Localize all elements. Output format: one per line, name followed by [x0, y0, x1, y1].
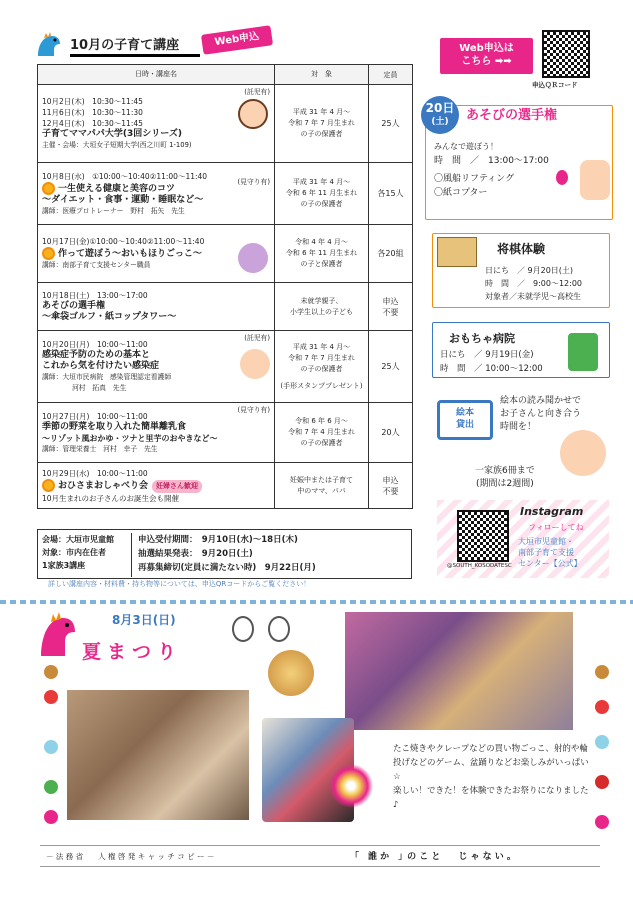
- crepe-illustration: [268, 650, 314, 696]
- yoyo-icon: [44, 780, 58, 794]
- instagram-org: 大垣市児童館・ 南部子育て支援 センター【公式】: [518, 537, 582, 568]
- row-sub: 講師：南部子育て支援センター職員: [42, 261, 151, 269]
- event-item: 〇風船リフティング: [434, 174, 515, 184]
- row-title: あそびの選手権: [42, 301, 106, 311]
- event-item: 〇紙コプター: [434, 188, 488, 198]
- robot-icon: [568, 333, 598, 371]
- row-target: 平成 31 年 4 月〜: [292, 108, 351, 116]
- book-text: 絵本の読み聞かせで お子さんと向き合う 時間を！: [500, 396, 582, 432]
- row-date: 11月6日(木) 10:30〜11:30: [42, 108, 143, 117]
- web-apply-badge: Web申込: [201, 25, 273, 55]
- details-note: 詳しい講座内容・材料費・持ち物等については、申込QRコードからご覧ください！: [48, 580, 311, 588]
- qr-label: 申込ＱＲコード: [532, 81, 578, 89]
- lottery-date: 抽選結果発表： 9月20日(土): [138, 549, 253, 559]
- row-target: 平成 31 年 4 月〜: [292, 342, 351, 351]
- takoyaki-icon: [595, 665, 609, 679]
- book-limit: 一家族6冊まで (期間は2週間): [475, 466, 535, 489]
- row-target: 未就学親子、: [300, 296, 343, 305]
- row-target-note: (手形スタンププレゼント): [280, 381, 363, 390]
- table-row: [38, 283, 413, 331]
- shogi-board-icon: [437, 237, 477, 267]
- row-target: 令和 7 年 7 月生まれ: [288, 119, 355, 127]
- row-title: 感染症予防のための基本と: [42, 350, 151, 360]
- balloon-icon: [44, 690, 58, 704]
- ministry-text: － 法 務 省 人 権 啓 発 キ ャ ッ チ コ ピ ー －: [46, 852, 215, 861]
- event-title: あそびの選手権: [466, 108, 558, 123]
- row-capacity: 各15人: [369, 163, 413, 225]
- row-date: 10月2日(木) 10:30〜11:45: [42, 97, 143, 106]
- human-rights-banner: [40, 845, 600, 867]
- book-label: 絵本 貸出: [455, 408, 474, 430]
- summer-title: 夏まつり: [82, 641, 183, 663]
- event-desc: みんなで遊ぼう！: [434, 142, 498, 151]
- instagram-handle: @SOUTH_KOSODATESC: [447, 563, 512, 569]
- apply-qr-code[interactable]: [542, 30, 590, 78]
- shogi-time: 時 間 ／ 9:00〜12:00: [485, 279, 583, 288]
- row-title: 子育てママパパ大学(3回シリーズ): [42, 129, 182, 139]
- event-time: 時 間 ／ 13:00〜17:00: [434, 156, 549, 166]
- table-header-row: [38, 65, 413, 85]
- shogi-date: 日にち ／ 9月20日(土): [485, 266, 574, 275]
- instagram-qr-code[interactable]: [457, 510, 509, 562]
- row-target: 令和 4 年 4 月〜: [295, 238, 348, 246]
- row-target: 令和 6 年 11 月生まれ: [285, 249, 358, 257]
- summer-caption: たこ焼きやクレープなどの買い物ごっこ、射的や輪投げなどのゲーム、盆踊りなどお楽しみがいっぱい☆ 楽しい！できた！を体験できたお祭りになりました♪: [393, 744, 589, 810]
- shaved-ice-icon: [595, 735, 609, 749]
- row-sub: 講師：医療プロトレーナー 野村 拓矢 先生: [42, 206, 185, 215]
- fireworks-illustration: [325, 760, 377, 812]
- row-target: 平成 31 年 4 月〜: [292, 178, 351, 186]
- row-title2: 〜リゾット風おかゆ・ツナと里芋のおやきなど〜: [42, 433, 218, 443]
- dinosaur-mascot-icon: [35, 608, 79, 658]
- shaved-ice-icon: [44, 740, 58, 754]
- row-date: 10月8日(水) ①10:00〜10:40②11:00〜11:40: [42, 171, 208, 181]
- application-info-box: [37, 529, 412, 579]
- row-title2: これから気を付けたい感染症: [42, 361, 160, 371]
- row-title2: 〜傘袋ゴルフ・紙コップタワー〜: [42, 312, 177, 322]
- row-sub: 主催・会場：大垣女子短期大学(西之川町 1-109): [42, 141, 192, 149]
- row-date: 10月29日(水) 10:00〜11:00: [42, 468, 148, 478]
- row-capacity: 20人: [369, 403, 413, 463]
- web-apply-link[interactable]: Web申込は こちら ➡➡: [440, 38, 533, 74]
- candy-apple-icon: [595, 775, 609, 789]
- row-target: の子の保護者: [300, 439, 343, 447]
- dinosaur-mascot-icon: [34, 30, 64, 60]
- row-sub2: 河村 拓真 先生: [72, 384, 127, 392]
- fan-icon: [595, 815, 609, 829]
- row-sub: 講師：管理栄養士 河村 幸子 先生: [42, 444, 158, 453]
- parent-child-illustration: [240, 349, 270, 379]
- col-header-date: 日時・講座名: [38, 65, 275, 85]
- sun-icon: [42, 182, 55, 195]
- table-row: [38, 163, 413, 225]
- row-target: 中のママ、パパ: [297, 486, 346, 495]
- pregnant-welcome-badge: 妊婦さん歓迎: [152, 480, 202, 493]
- row-date: 12月4日(木) 10:30〜11:45: [42, 119, 143, 128]
- row-capacity: 25人: [369, 85, 413, 163]
- watch-tag: (見守り有): [237, 406, 270, 414]
- recruit-deadline: 再募集締切(定員に満たない時) 9月22日(月): [138, 563, 316, 573]
- watch-tag: (見守り有): [237, 178, 270, 186]
- sun-icon: [42, 247, 55, 260]
- summer-date: 8月3日(日): [112, 613, 176, 627]
- venue-text: 会場：大垣市児童館: [42, 535, 114, 544]
- limit-text: 1家族3講座: [42, 561, 86, 570]
- row-title: 作って遊ぼう〜おいもほりごっこ〜: [58, 249, 202, 259]
- child-illustration: [238, 99, 268, 129]
- row-date: 10月20日(月) 10:00〜11:00: [42, 340, 148, 349]
- fan-icon: [44, 810, 58, 824]
- instagram-title: Instagram: [520, 505, 584, 518]
- dance-photo: [345, 612, 573, 730]
- table-row: [38, 403, 413, 463]
- sun-icon: [42, 479, 55, 492]
- row-target: の子の保護者: [300, 364, 343, 373]
- instagram-follow: フォローしてね: [528, 523, 584, 532]
- childcare-tag: (託児有): [244, 334, 270, 342]
- row-target: 令和 7 年 7 月生まれ: [288, 353, 355, 362]
- row-title2: 〜ダイエット・食事・運動・睡眠など〜: [42, 194, 204, 205]
- takoyaki-icon: [44, 665, 58, 679]
- event-day: 20日: [425, 101, 455, 115]
- shogi-target: 対象者／未就学児〜高校生: [485, 292, 581, 301]
- slogan-text: 「 誰 か 」の こ と じ ゃ な い 。: [350, 852, 516, 862]
- toy-title: おもちゃ病院: [449, 332, 515, 345]
- animal-characters-illustration: [232, 612, 296, 652]
- row-date: 10月17日(金)①10:00〜10:40②11:00〜11:40: [42, 237, 205, 246]
- row-title: 季節の野菜を取り入れた簡単離乳食: [42, 421, 187, 432]
- row-date: 10月27日(月) 10:00〜11:00: [42, 411, 148, 421]
- row-capacity: 各20組: [369, 225, 413, 283]
- row-target: 令和 6 年 6 月〜: [295, 417, 348, 425]
- childcare-tag: (託児有): [244, 88, 270, 96]
- row-target: の子と保護者: [300, 260, 343, 268]
- row-target: の子の保護者: [300, 200, 343, 208]
- table-row: [38, 331, 413, 403]
- row-sub: 10月生まれのお子さんのお誕生会も開催: [42, 493, 180, 503]
- row-capacity: 申込 不要: [369, 283, 413, 331]
- row-sub: 講師：大垣市民病院 感染管理認定看護師: [42, 373, 172, 381]
- table-row: [38, 463, 413, 509]
- balloon-icon: [595, 700, 609, 714]
- row-target: 令和 7 年 4 月生まれ: [288, 428, 355, 436]
- event-dow: (土): [431, 117, 449, 127]
- row-target: 令和 6 年 11 月生まれ: [285, 189, 358, 197]
- row-capacity: 25人: [369, 331, 413, 403]
- target-text: 対象：市内在住者: [42, 548, 106, 557]
- page-title: 10月の子育て講座: [70, 35, 200, 57]
- col-header-target: 対 象: [275, 65, 369, 85]
- balloon-icon: [556, 170, 568, 185]
- row-target: の子の保護者: [300, 130, 343, 138]
- col-header-capacity: 定員: [369, 65, 413, 85]
- reception-period: 申込受付期間： 9月10日(水)〜18日(木): [138, 535, 298, 545]
- staff-illustration: [238, 243, 268, 273]
- toy-time: 時 間 ／ 10:00〜12:00: [440, 364, 543, 374]
- row-target: 小学生以上の子ども: [290, 307, 353, 316]
- row-title: 一生使える健康と美容のコツ: [58, 183, 176, 194]
- row-capacity: 申込 不要: [369, 463, 413, 509]
- toy-date: 日にち ／ 9月19日(金): [440, 350, 534, 360]
- shopping-play-photo: [67, 690, 249, 820]
- shogi-title: 将棋体験: [497, 242, 546, 256]
- table-row: [38, 225, 413, 283]
- row-target: 妊娠中または子育て: [290, 475, 353, 484]
- row-date: 10月18日(土) 13:00〜17:00: [42, 291, 148, 300]
- table-row: [38, 85, 413, 163]
- mother-child-illustration: [560, 430, 606, 476]
- row-title: おひさまおしゃべり会: [58, 480, 149, 491]
- lecture-table: [37, 64, 413, 509]
- event-date-circle: [421, 96, 459, 134]
- children-playing-illustration: [580, 160, 610, 200]
- section-divider: [0, 600, 633, 604]
